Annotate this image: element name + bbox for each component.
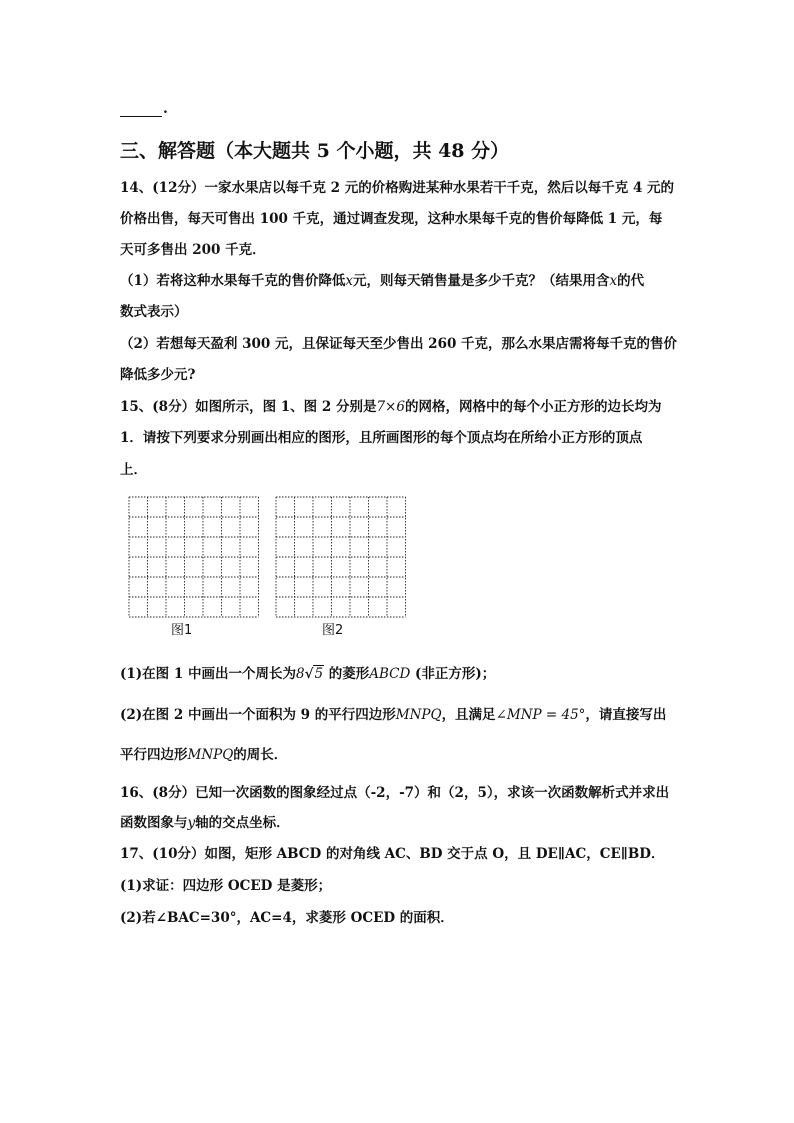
- q14-sub1-text-a: （1）若将这种水果每千克的售价降低: [120, 273, 346, 289]
- q15-line-2: 1．请按下列要求分别画出相应的图形，且所画图形的每个顶点均在所给小正方形的顶点: [120, 430, 643, 446]
- q15-text-a: 15、(8分）如图所示，图 1、图 2 分别是: [120, 399, 377, 415]
- q14-sub1-line-2: 数式表示）: [120, 304, 188, 320]
- q15-part2-text-b: ，且满足: [441, 707, 496, 723]
- q15-part1-coef: 8: [295, 666, 305, 682]
- q15-part1-radicand: 5: [314, 666, 324, 682]
- q14-line-2: 价格出售，每天可售出 100 千克，通过调查发现，这种水果每千克的售价每降低 1 元，每: [120, 211, 663, 227]
- q15-part1-text-a: (1)在图 1 中画出一个周长为: [120, 666, 296, 682]
- q15-part2-shape: MNPQ: [395, 707, 442, 723]
- figure-2-label: 图2: [322, 623, 344, 638]
- sqrt-symbol: √5: [304, 666, 324, 682]
- q14-sub1-text-c: 的代: [617, 273, 645, 289]
- figure-1-label: 图1: [171, 623, 193, 638]
- q14-sub1-var: x: [345, 273, 354, 289]
- q15-part-2-line-2: [120, 743, 287, 763]
- section-title: 三、解答题（本大题共 5 个小题，共 48 分）: [120, 140, 510, 162]
- q15-part2-line2-shape: MNPQ: [187, 747, 234, 763]
- q15-part1-shape: ABCD: [369, 666, 411, 682]
- q14-sub1-text-b: 元，则每天销售量是多少千克？（结果用含: [353, 273, 610, 289]
- q15-part-2: [120, 703, 666, 723]
- q15-part1-text-c: (非正方形)；: [415, 666, 496, 682]
- q15-part2-text-c: ，请直接写出: [585, 707, 667, 723]
- q17-part-2: (2)若∠BAC=30°，AC=4，求菱形 OCED 的面积．: [120, 910, 454, 926]
- q16-line-2: [120, 811, 290, 831]
- q16-var: y: [187, 815, 196, 831]
- q15-line-3: 上．: [120, 462, 147, 478]
- q14-sub1-var2: x: [609, 273, 618, 289]
- q14-sub1-line-1: [120, 269, 644, 289]
- q14-sub2-line-1: （2）若想每天盈利 300 元，且保证每天至少售出 260 千克，那么水果店需将每千克的售价: [120, 336, 678, 352]
- grid-figure-2: [275, 496, 407, 618]
- q14-sub2-line-2: 降低多少元?: [120, 367, 196, 383]
- q15-part1-text-b: 的菱形: [328, 666, 370, 682]
- q15-line-1: [120, 395, 661, 415]
- q16-line-1: 16、(8分）已知一次函数的图象经过点（-2，-7）和（2，5），求该一次函数解析式并求出: [120, 785, 670, 801]
- q15-part2-angle: ∠MNP = 45°: [495, 707, 586, 723]
- q15-text-b: 的网格，网格中的每个小正方形的边长均为: [404, 399, 662, 415]
- q17-line-1: 17、(10分）如图，矩形 ABCD 的对角线 AC、BD 交于点 O，且 DE∥AC，CE∥BD．: [120, 846, 665, 862]
- q15-part2-line2-text-a: 平行四边形: [120, 747, 188, 763]
- grid-figure-1: [128, 496, 260, 618]
- q16-text-a: 函数图象与: [120, 815, 188, 831]
- q14-line-3: 天可多售出 200 千克．: [120, 242, 266, 258]
- blank-period: .: [163, 101, 168, 117]
- q15-grid-dim: 7×6: [376, 399, 405, 415]
- answer-blank: [120, 104, 162, 117]
- q16-text-b: 轴的交点坐标．: [195, 815, 290, 831]
- q14-line-1: 14、(12分）一家水果店以每千克 2 元的价格购进某种水果若干千克，然后以每千克 4 元的: [120, 180, 675, 196]
- q15-part-1: [120, 662, 495, 682]
- q15-part2-line2-text-b: 的周长．: [233, 747, 288, 763]
- q17-part-1: (1)求证：四边形 OCED 是菱形；: [120, 878, 332, 894]
- q15-part2-text-a: (2)在图 2 中画出一个面积为 9 的平行四边形: [120, 707, 396, 723]
